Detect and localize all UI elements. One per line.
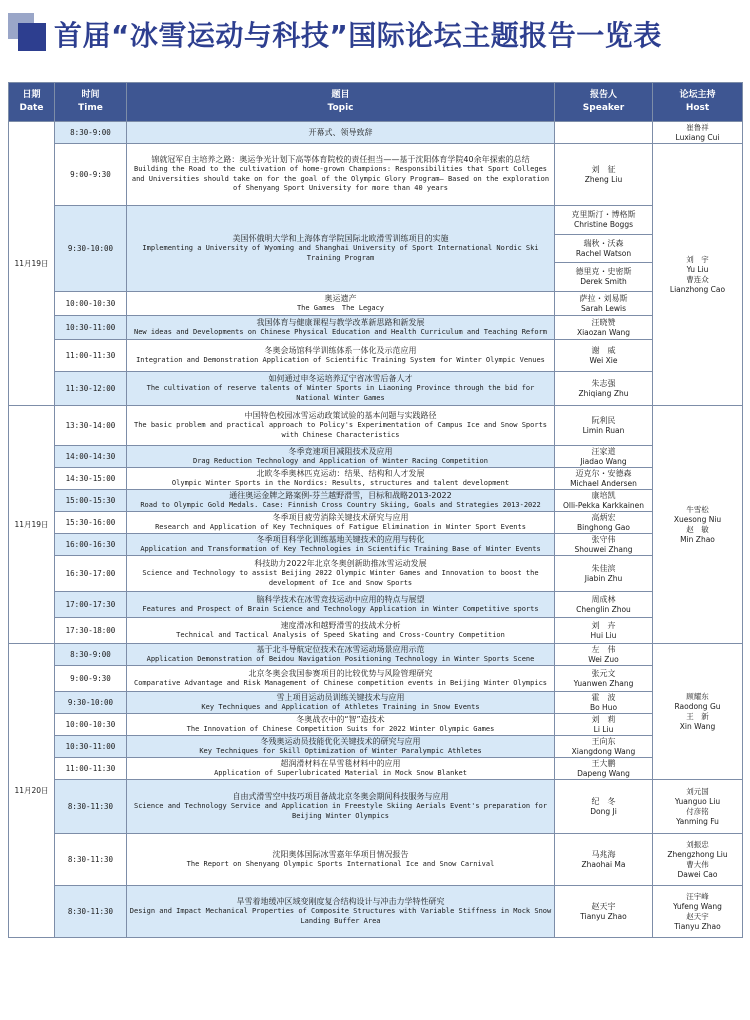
table-row [9, 714, 743, 736]
topic-en: The cultivation of reserve talents of Winter Sports in Liaoning Province through the bid for National Winter Games [146, 384, 535, 402]
topic-zh: 锦就冠军自主培养之路：奥运争光计划下高等体育院校的责任担当——基于沈阳体育学院40余年探索的总结 [151, 155, 530, 165]
topic-zh: 冬奥战衣中的“智”造技术 [296, 714, 385, 724]
speaker-name-en: Xiaozan Wang [576, 327, 631, 337]
speaker-cell [555, 758, 653, 780]
topic-zh: 基于北斗导航定位技术在冰雪运动场景应用示范 [256, 644, 425, 654]
table-header-row [9, 83, 743, 122]
topic-cell [127, 556, 555, 592]
topic-cell [127, 644, 555, 666]
table-row [9, 468, 743, 490]
topic-cell [127, 512, 555, 534]
speaker-name-zh: 周成林 [591, 594, 616, 604]
host-name: 赵 敏 [686, 524, 709, 534]
speaker-cell [555, 592, 653, 618]
speaker-cell [555, 406, 653, 446]
topic-cell [127, 406, 555, 446]
topic-cell [127, 780, 555, 834]
table-row [9, 512, 743, 534]
topic-zh: 雪上项目运动员训练关键技术与应用 [276, 692, 405, 702]
topic-zh: 美国怀俄明大学和上海体育学院国际北欧滑雪训练项目的实施 [232, 234, 449, 243]
topic-en: Implementing a University of Wyoming and Shanghai University of Sport International Nordic Ski Training Program [142, 244, 539, 262]
time-cell: 14:00-14:30 [55, 446, 127, 468]
topic-en: Road to Olympic Gold Medals. Case: Finnish Cross Country Skiing, Goals and Strategies 2013-2022 [140, 500, 541, 509]
time-cell: 16:00-16:30 [55, 534, 127, 556]
topic-en: Olympic Winter Sports in the Nordics: Results, structures and talent development [171, 478, 510, 487]
host-cell [653, 406, 743, 644]
topic-zh: 北欧冬季奥林匹克运动：结果、结构和人才发展 [256, 468, 425, 478]
topic-zh: 超润滑材料在旱雪毯材料中的应用 [280, 758, 401, 768]
topic-zh: 科技助力2022年北京冬奥创新助推冰雪运动发展 [254, 559, 427, 568]
topic-en: Comparative Advantage and Risk Management of Chinese competition events in Beijing Winter Olympics [133, 678, 547, 687]
table-row [9, 534, 743, 556]
topic-zh: 冬季项目科学化训练基地关键技术的应用与转化 [256, 534, 425, 544]
time-cell: 8:30-11:30 [55, 886, 127, 938]
time-cell: 15:00-15:30 [55, 490, 127, 512]
table-row [9, 834, 743, 886]
speaker-name-zh: 王向东 [591, 736, 616, 746]
speaker-cell [555, 292, 653, 316]
topic-en: The Games The Legacy [296, 303, 385, 312]
topic-cell [127, 886, 555, 938]
speaker-cell [555, 644, 653, 666]
speaker-name-en: Jiadao Wang [580, 456, 627, 466]
speaker-name-en: Jiabin Zhu [584, 573, 623, 583]
time-cell: 11:00-11:30 [55, 758, 127, 780]
time-cell: 10:30-11:00 [55, 316, 127, 340]
host-cell [653, 834, 743, 886]
header-date: 日期 Date [9, 83, 55, 122]
host-name: 刘元国 [686, 786, 709, 796]
host-name: Yufeng Wang [673, 901, 722, 911]
topic-en: The basic problem and practical approach to Policy's Experimentation of Campus Ice and Snow Sports with Chinese Characteristics [133, 421, 547, 439]
host-name: Xin Wang [679, 721, 716, 731]
table-row [9, 340, 743, 372]
host-name: 牛雪松 [686, 504, 709, 514]
topic-cell [127, 340, 555, 372]
speaker-name-zh: 张元文 [591, 668, 616, 678]
topic-zh: 如何通过申冬运培养辽宁省冰雪后备人才 [268, 374, 413, 383]
header-host: 论坛主持 Host [653, 83, 743, 122]
host-name: 付彦铭 [686, 806, 709, 816]
speaker-cell [555, 372, 653, 406]
speaker-name-zh: 赵天宇 [591, 901, 616, 911]
speaker-name-en: Dong Ji [590, 806, 617, 816]
topic-en: Design and Impact Mechanical Properties of Composite Structures with Variable Stiffness in Mock Snow Landing Buffer Area [129, 907, 552, 925]
speaker-name-en: Sarah Lewis [581, 303, 626, 313]
speaker-cell [555, 834, 653, 886]
speaker-name-zh: 克里斯汀・博格斯 [571, 209, 636, 219]
speaker-name-zh: 德里克・史密斯 [575, 267, 632, 277]
topic-cell [127, 618, 555, 644]
speaker-name-zh: 朱志强 [591, 378, 616, 388]
schedule-table [8, 82, 743, 938]
topic-en: New ideas and Developments on Chinese Physical Education and Health Curriculum and Teaching Reform [133, 327, 547, 336]
topic-cell [127, 206, 555, 292]
speaker-cell [555, 122, 653, 144]
table-row [9, 692, 743, 714]
table-row [9, 406, 743, 446]
time-cell: 10:30-11:00 [55, 736, 127, 758]
speaker-name-en: Binghong Gao [577, 522, 630, 532]
speaker-name-en: Wei Zuo [588, 654, 619, 664]
table-row [9, 446, 743, 468]
topic-cell [127, 736, 555, 758]
speaker-name-zh: 刘 征 [591, 164, 616, 174]
page-title: 首届“冰雪运动与科技”国际论坛主题报告一览表 [54, 19, 662, 52]
topic-en: Key Techniques and Application of Athletes Training in Snow Events [201, 702, 480, 711]
topic-zh: 沈阳奥体国际冰雪嘉年华项目情况报告 [272, 849, 409, 859]
topic-zh: 速度滑冰和越野滑雪的技战术分析 [280, 620, 401, 630]
topic-en: Integration and Demonstration Application of Scientific Training System for Winter Olympic Venues [136, 355, 545, 364]
topic-cell [127, 122, 555, 144]
speaker-name-en: Rachel Watson [575, 248, 632, 258]
topic-cell [127, 592, 555, 618]
topic-cell [127, 446, 555, 468]
topic-zh: 冬季竞速项目减阻技术及应用 [288, 446, 393, 456]
time-cell: 9:00-9:30 [55, 666, 127, 692]
time-cell: 16:30-17:00 [55, 556, 127, 592]
speaker-name-en: Shouwei Zhang [574, 544, 633, 554]
table-row [9, 372, 743, 406]
host-name: 顾耀东 [686, 691, 709, 701]
speaker-name-zh: 刘 卉 [591, 620, 616, 630]
table-row [9, 292, 743, 316]
host-name: Raodong Gu [674, 701, 721, 711]
speaker-name-en: Bo Huo [589, 702, 618, 712]
host-name: 刘 宇 [686, 254, 709, 264]
speaker-name-en: Derek Smith [580, 277, 627, 287]
speaker-cell [555, 206, 653, 292]
time-cell: 9:30-10:00 [55, 692, 127, 714]
time-cell: 8:30-11:30 [55, 834, 127, 886]
speaker-name-zh: 左 伟 [591, 644, 616, 654]
table-row [9, 144, 743, 206]
speaker-name-zh: 康培凯 [591, 490, 616, 500]
topic-cell [127, 758, 555, 780]
speaker-cell [555, 736, 653, 758]
host-name: Yuanguo Liu [674, 796, 721, 806]
header-time: 时间 Time [55, 83, 127, 122]
topic-cell [127, 490, 555, 512]
topic-en: The Innovation of Chinese Competition Suits for 2022 Winter Olympic Games [186, 724, 495, 733]
speaker-name-zh: 高炳宏 [591, 512, 616, 522]
topic-en: Science and Technology to assist Beijing 2022 Olympic Winter Games and Innovation to boost the development of Ice and Snow Sports [142, 569, 539, 587]
topic-zh: 中国特色校园冰雪运动政策试验的基本问题与实践路径 [244, 411, 437, 420]
speaker-cell [555, 468, 653, 490]
table-row [9, 556, 743, 592]
topic-cell [127, 714, 555, 736]
speaker-name-zh: 阮利民 [591, 415, 616, 425]
title-square-icon [8, 13, 46, 51]
speaker-name-zh: 张守伟 [591, 534, 616, 544]
table-row [9, 736, 743, 758]
topic-en: Features and Prospect of Brain Science and Technology Application in Winter Competitive sports [142, 604, 539, 613]
table-row [9, 592, 743, 618]
host-name: 曹大伟 [686, 859, 709, 869]
topic-zh: 冬残奥运动员技能优化关键技术的研究与应用 [260, 736, 421, 746]
table-row [9, 758, 743, 780]
host-name: 赵天宇 [686, 911, 709, 921]
speaker-name-en: Wei Xie [589, 355, 618, 365]
date-cell: 11月19日 [9, 406, 55, 644]
host-name: Yanming Fu [676, 816, 719, 826]
speaker-cell [555, 780, 653, 834]
table-row [9, 780, 743, 834]
time-cell: 15:30-16:00 [55, 512, 127, 534]
speaker-name-zh: 瑞秋・沃森 [583, 238, 624, 248]
topic-zh: 冬季项目疲劳消除关键技术研究与应用 [272, 512, 409, 522]
speaker-name-en: Hui Liu [590, 630, 617, 640]
speaker-name-en: Yuanwen Zhang [573, 678, 634, 688]
topic-en: Application of Superlubricated Material in Mock Snow Blanket [214, 768, 467, 777]
topic-cell [127, 692, 555, 714]
speaker-cell [555, 534, 653, 556]
topic-en: Key Techniques for Skill Optimization of Winter Paralympic Athletes [199, 746, 482, 755]
topic-zh: 通往奥运金牌之路案例-芬兰越野滑雪，目标和战略2013-2022 [229, 490, 452, 500]
topic-zh: 自由式滑雪空中技巧项目备战北京冬奥会期间科技服务与应用 [232, 792, 449, 801]
host-cell [653, 144, 743, 406]
speaker-entry [555, 262, 652, 291]
host-name: Dawei Cao [677, 869, 718, 879]
topic-en: Application Demonstration of Beidou Navigation Positioning Technology in Winter Sports Scene [146, 654, 535, 663]
topic-en: Drag Reduction Technology and Application of Winter Racing Competition [192, 456, 488, 465]
speaker-name-zh: 刘 莉 [591, 714, 616, 724]
table-row [9, 666, 743, 692]
time-cell: 14:30-15:00 [55, 468, 127, 490]
topic-zh: 脑科学技术在冰雪竞技运动中应用的特点与展望 [256, 594, 425, 604]
speaker-name-en: Chenglin Zhou [576, 604, 631, 614]
topic-cell [127, 144, 555, 206]
host-name: Xuesong Niu [673, 514, 722, 524]
topic-cell [127, 666, 555, 692]
time-cell: 11:00-11:30 [55, 340, 127, 372]
speaker-name-zh: 马兆海 [591, 849, 616, 859]
topic-en: Technical and Tactical Analysis of Speed Skating and Cross-Country Competition [176, 630, 505, 639]
header-topic: 题目 Topic [127, 83, 555, 122]
topic-en: Science and Technology Service and Application in Freestyle Skiing Aerials Event's preparation for Beijing Winter Olympics [133, 802, 547, 820]
speaker-cell [555, 556, 653, 592]
speaker-name-zh: 萨拉・刘易斯 [579, 293, 628, 303]
host-name: Tianyu Zhao [674, 921, 721, 931]
speaker-name-en: Michael Andersen [570, 478, 637, 488]
speaker-entry [555, 234, 652, 263]
speaker-cell [555, 316, 653, 340]
speaker-name-zh: 王大鹏 [591, 758, 616, 768]
speaker-name-en: Zheng Liu [584, 174, 623, 184]
host-name: 王 新 [686, 711, 709, 721]
time-cell: 8:30-9:00 [55, 122, 127, 144]
speaker-name-en: Olli-Pekka Karkkainen [562, 500, 645, 510]
time-cell: 9:00-9:30 [55, 144, 127, 206]
speaker-cell [555, 714, 653, 736]
topic-cell [127, 316, 555, 340]
host-name: 曹连众 [686, 274, 709, 284]
time-cell: 13:30-14:00 [55, 406, 127, 446]
table-row [9, 316, 743, 340]
speaker-entry [555, 206, 652, 234]
topic-cell [127, 834, 555, 886]
time-cell: 17:00-17:30 [55, 592, 127, 618]
speaker-cell [555, 144, 653, 206]
speaker-name-zh: 汪家道 [591, 446, 616, 456]
time-cell: 8:30-9:00 [55, 644, 127, 666]
table-row [9, 490, 743, 512]
time-cell: 8:30-11:30 [55, 780, 127, 834]
topic-zh: 奥运遗产 [324, 293, 357, 303]
topic-cell [127, 468, 555, 490]
table-row [9, 644, 743, 666]
host-name: Luxiang Cui [675, 132, 720, 142]
table-row [9, 122, 743, 144]
host-name: Min Zhao [680, 534, 715, 544]
topic-cell [127, 372, 555, 406]
speaker-name-en: Zhiqiang Zhu [578, 388, 629, 398]
topic-en: Research and Application of Key Techniques of Fatigue Elimination in Winter Sport Events [155, 522, 526, 531]
speaker-name-en: Limin Ruan [582, 425, 625, 435]
speaker-name-zh: 谢 威 [591, 345, 616, 355]
table-row [9, 886, 743, 938]
time-cell: 9:30-10:00 [55, 206, 127, 292]
host-name: 刘振忠 [686, 839, 709, 849]
table-row [9, 618, 743, 644]
host-name: Yu Liu [686, 264, 709, 274]
time-cell: 10:00-10:30 [55, 292, 127, 316]
speaker-name-zh: 朱佳滨 [591, 563, 616, 573]
date-cell: 11月20日 [9, 644, 55, 938]
topic-zh: 北京冬奥会我国参赛项目的比较优势与风险管理研究 [248, 668, 433, 678]
host-name: Lianzhong Cao [669, 284, 726, 294]
host-cell [653, 122, 743, 144]
topic-zh: 冬奥会场馆科学训练体系一体化及示范应用 [264, 345, 417, 355]
speaker-name-en: Dapeng Wang [577, 768, 630, 778]
speaker-name-en: Zhaohai Ma [581, 859, 626, 869]
topic-cell [127, 534, 555, 556]
topic-zh: 旱雪着地缓冲区域变刚度复合结构设计与冲击力学特性研究 [236, 897, 445, 906]
topic-zh: 开幕式、领导致辞 [308, 127, 373, 137]
speaker-name-zh: 霍 波 [591, 692, 616, 702]
date-cell: 11月19日 [9, 122, 55, 406]
topic-en: The Report on Shenyang Olympic Sports International Ice and Snow Carnival [186, 859, 495, 868]
topic-en: Application and Transformation of Key Technologies in Scientific Training Base of Winter Events [140, 544, 541, 553]
host-cell [653, 644, 743, 780]
time-cell: 10:00-10:30 [55, 714, 127, 736]
speaker-name-zh: 迈克尔・安德森 [575, 468, 632, 478]
time-cell: 17:30-18:00 [55, 618, 127, 644]
speaker-name-en: Tianyu Zhao [580, 911, 627, 921]
time-cell: 11:30-12:00 [55, 372, 127, 406]
host-cell [653, 780, 743, 834]
speaker-cell [555, 340, 653, 372]
speaker-cell [555, 490, 653, 512]
speaker-name-en: Li Liu [593, 724, 614, 734]
page-header [0, 0, 750, 80]
host-name: 崔鲁祥 [686, 122, 709, 132]
speaker-cell [555, 692, 653, 714]
speaker-cell [555, 886, 653, 938]
host-name: 汪宇峰 [686, 891, 709, 901]
speaker-cell [555, 446, 653, 468]
speaker-cell [555, 666, 653, 692]
host-name: Zhengzhong Liu [667, 849, 728, 859]
topic-en: Building the Road to the cultivation of home-grown Champions: Responsibilities that Sport Colleges and Universities should take on for the goal of the Olympic Glory Program— Based on the exploration of Shenyang Sport University for more than 40 years [131, 165, 550, 193]
table-row [9, 206, 743, 292]
speaker-cell [555, 618, 653, 644]
speaker-cell [555, 512, 653, 534]
speaker-name-zh: 纪 冬 [591, 796, 616, 806]
topic-cell [127, 292, 555, 316]
speaker-name-en: Christine Boggs [573, 219, 633, 229]
header-speaker: 报告人 Speaker [555, 83, 653, 122]
topic-zh: 我国体育与健康课程与教学改革新思路和新发展 [256, 317, 425, 327]
speaker-name-zh: 汪晓赞 [591, 317, 616, 327]
host-cell [653, 886, 743, 938]
speaker-name-en: Xiangdong Wang [571, 746, 636, 756]
